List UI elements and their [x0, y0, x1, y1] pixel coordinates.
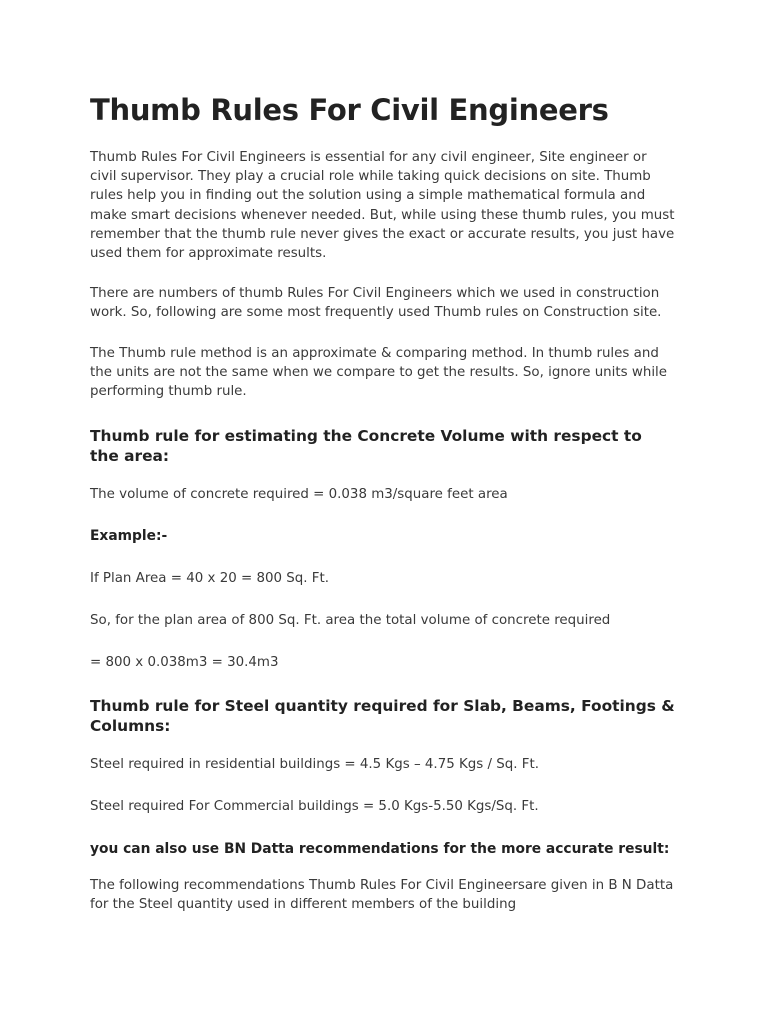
- page-title: Thumb Rules For Civil Engineers: [90, 93, 609, 127]
- example-line-2: So, for the plan area of 800 Sq. Ft. area the total volume of concrete required: [90, 613, 611, 628]
- intro-paragraph-3: The Thumb rule method is an approximate & comparing method. In thumb rules and the units are not the same when we compare to get the results. So, ignore units while performing thumb rule.: [90, 346, 667, 400]
- concrete-section-heading: Thumb rule for estimating the Concrete Volume with respect to the area:: [90, 427, 642, 465]
- bn-datta-note: you can also use BN Datta recommendations for the more accurate result:: [90, 841, 670, 857]
- steel-section-heading: Thumb rule for Steel quantity required for Slab, Beams, Footings & Columns:: [90, 697, 675, 735]
- bn-datta-text: The following recommendations Thumb Rules For Civil Engineersare given in B N Datta for the Steel quantity used in different members of the building: [90, 878, 674, 913]
- steel-commercial: Steel required For Commercial buildings = 5.0 Kgs-5.50 Kgs/Sq. Ft.: [90, 799, 539, 814]
- intro-paragraph-1: Thumb Rules For Civil Engineers is essential for any civil engineer, Site engineer or civil supervisor. They play a crucial role while taking quick decisions on site. Thumb rules help you in finding out the solution using a simple mathematical formula and make smart decisions whenever needed. But, while using these thumb rules, you must remember that the thumb rule never gives the exact or accurate results, you just have used them for approximate results.: [90, 150, 675, 262]
- steel-residential: Steel required in residential buildings = 4.5 Kgs – 4.75 Kgs / Sq. Ft.: [90, 757, 539, 772]
- intro-paragraph-2: There are numbers of thumb Rules For Civil Engineers which we used in construction work. So, following are some most frequently used Thumb rules on Construction site.: [90, 286, 662, 321]
- example-label: Example:-: [90, 528, 168, 544]
- example-line-3: = 800 x 0.038m3 = 30.4m3: [90, 655, 279, 670]
- example-line-1: If Plan Area = 40 x 20 = 800 Sq. Ft.: [90, 571, 329, 586]
- concrete-rule: The volume of concrete required = 0.038 m3/square feet area: [90, 487, 508, 502]
